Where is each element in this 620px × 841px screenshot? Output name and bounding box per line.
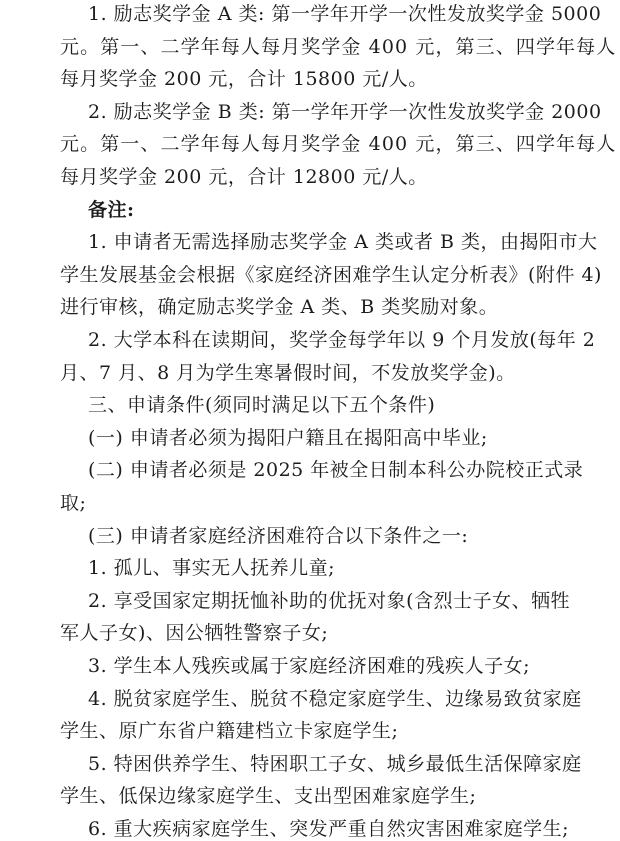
text-line: 6. 重大疾病家庭学生、突发严重自然灾害困难家庭学生; bbox=[88, 818, 570, 840]
section-heading: 三、申请条件(须同时满足以下五个条件) bbox=[88, 394, 436, 417]
text-line: 2. 大学本科在读期间，奖学金每学年以 9 个月发放(每年 2 bbox=[88, 329, 596, 351]
text-line: 1. 励志奖学金 A 类: 第一学年开学一次性发放奖学金 5000 bbox=[88, 3, 602, 25]
text-line: (三) 申请者家庭经济困难符合以下条件之一: bbox=[88, 524, 469, 547]
text-line: 元。第一、二学年每人每月奖学金 400 元，第三、四学年每人 bbox=[60, 133, 617, 156]
text-line: 取; bbox=[60, 492, 87, 514]
note-heading: 备注: bbox=[88, 198, 135, 221]
text-line: 元。第一、二学年每人每月奖学金 400 元，第三、四学年每人 bbox=[60, 35, 617, 58]
text-line: 2. 享受国家定期抚恤补助的优抚对象(含烈士子女、牺牲 bbox=[88, 589, 571, 612]
text-line: (二) 申请者必须是 2025 年被全日制本科公办院校正式录 bbox=[88, 459, 584, 482]
text-line: 学生、低保边缘家庭学生、支出型困难家庭学生; bbox=[60, 785, 477, 808]
text-line: 4. 脱贫家庭学生、脱贫不稳定家庭学生、边缘易致贫家庭 bbox=[88, 687, 582, 710]
text-line: 学生、原广东省户籍建档立卡家庭学生; bbox=[60, 720, 399, 743]
text-line: (一) 申请者必须为揭阳户籍且在揭阳高中毕业; bbox=[88, 426, 488, 449]
text-line: 每月奖学金 200 元，合计 12800 元/人。 bbox=[60, 166, 428, 188]
text-line: 5. 特困供养学生、特困职工子女、城乡最低生活保障家庭 bbox=[88, 752, 582, 775]
text-line: 每月奖学金 200 元，合计 15800 元/人。 bbox=[60, 68, 428, 91]
text-line: 1. 孤儿、事实无人抚养儿童; bbox=[88, 557, 336, 580]
text-line: 月、7 月、8 月为学生寒暑假时间，不发放奖学金)。 bbox=[60, 361, 516, 384]
text-line: 进行审核，确定励志奖学金 A 类、B 类奖励对象。 bbox=[60, 296, 499, 319]
text-line: 3. 学生本人残疾或属于家庭经济困难的残疾人子女; bbox=[88, 655, 531, 677]
text-line: 1. 申请者无需选择励志奖学金 A 类或者 B 类，由揭阳市大 bbox=[88, 231, 598, 254]
text-line: 学生发展基金会根据《家庭经济困难学生认定分析表》(附件 4) bbox=[60, 263, 602, 286]
text-line: 2. 励志奖学金 B 类: 第一学年开学一次性发放奖学金 2000 bbox=[88, 100, 602, 123]
text-line: 军人子女)、因公牺牲警察子女; bbox=[60, 622, 329, 645]
